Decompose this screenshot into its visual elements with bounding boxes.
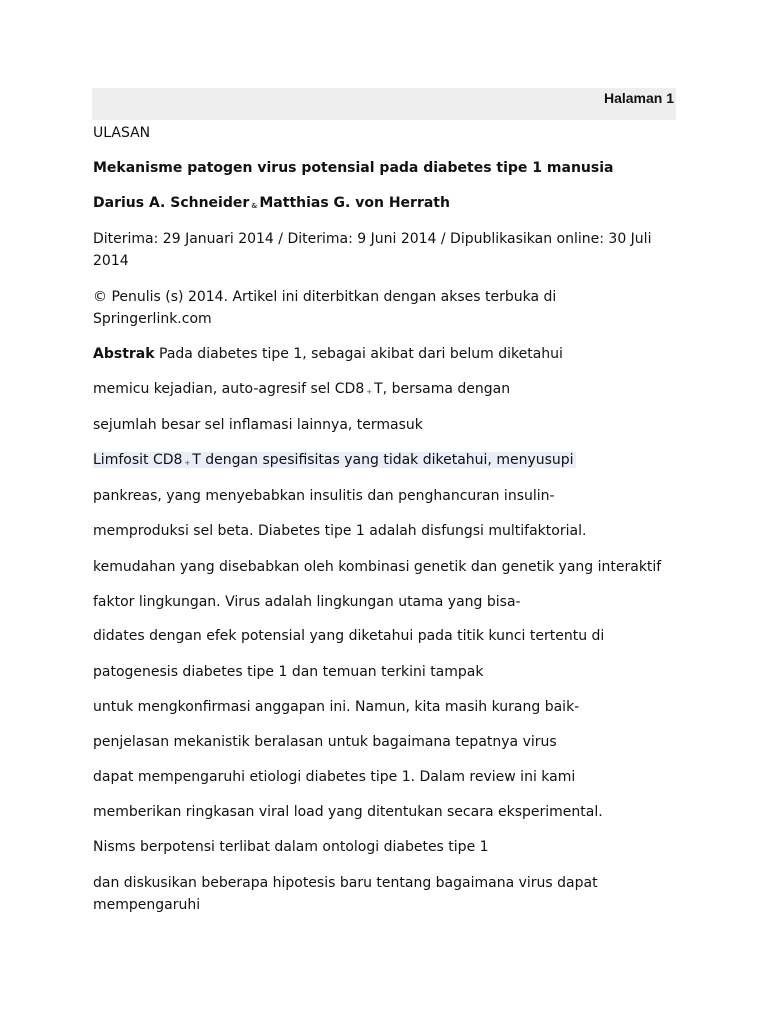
abstract-line: penjelasan mekanistik beralasan untuk bagaimana tepatnya virus (93, 734, 557, 750)
abstract-line: patogenesis diabetes tipe 1 dan temuan terkini tampak (93, 664, 484, 680)
abstract-label: Abstrak (93, 346, 155, 362)
abstract-line: memproduksi sel beta. Diabetes tipe 1 adalah disfungsi multifaktorial. (93, 523, 587, 539)
page-header-bar (92, 88, 676, 120)
superscript-plus: + (366, 388, 373, 396)
abstract-line (93, 343, 563, 365)
author-name: Matthias G. von Herrath (259, 195, 450, 211)
abstract-line: pankreas, yang menyebabkan insulitis dan penghancuran insulin- (93, 488, 555, 504)
article-dates: Diterima: 29 Januari 2014 / Diterima: 9 Juni 2014 / Dipublikasikan online: 30 Juli 2014 (93, 231, 652, 269)
abstract-text: T dengan spesifisitas yang tidak diketahui, menyusupi (192, 452, 574, 468)
text-highlight (93, 452, 576, 468)
abstract-line: kemudahan yang disebabkan oleh kombinasi genetik dan genetik yang interaktif (93, 559, 662, 575)
abstract-text: memicu kejadian, auto-agresif sel CD8 (93, 381, 365, 397)
abstract-text: T, bersama dengan (374, 381, 511, 397)
article-title: Mekanisme patogen virus potensial pada diabetes tipe 1 manusia (93, 160, 614, 176)
abstract-line: untuk mengkonfirmasi anggapan ini. Namun, kita masih kurang baik- (93, 699, 580, 715)
article-category: ULASAN (93, 125, 151, 141)
abstract-line: didates dengan efek potensial yang diketahui pada titik kunci tertentu di (93, 628, 605, 644)
abstract-line: dan diskusikan beberapa hipotesis baru tentang bagaimana virus dapat mempengaruhi (93, 875, 598, 913)
author-name: Darius A. Schneider (93, 195, 250, 211)
abstract-line: sejumlah besar sel inflamasi lainnya, termasuk (93, 417, 423, 433)
page-number: Halaman 1 (603, 90, 674, 106)
abstract-line: dapat mempengaruhi etiologi diabetes tipe 1. Dalam review ini kami (93, 769, 576, 785)
abstract-line (93, 378, 510, 402)
abstract-line-highlighted (93, 449, 576, 473)
article-copyright: © Penulis (s) 2014. Artikel ini diterbitkan dengan akses terbuka di Springerlink.com (93, 289, 557, 327)
abstract-text: Pada diabetes tipe 1, sebagai akibat dari belum diketahui (159, 346, 563, 362)
author-separator: & (251, 202, 258, 210)
abstract-line: Nisms berpotensi terlibat dalam ontologi diabetes tipe 1 (93, 839, 489, 855)
abstract-line: memberikan ringkasan viral load yang ditentukan secara eksperimental. (93, 804, 603, 820)
superscript-plus: + (184, 459, 191, 467)
abstract-text: Limfosit CD8 (93, 452, 183, 468)
article-authors (93, 192, 450, 216)
abstract-line: faktor lingkungan. Virus adalah lingkungan utama yang bisa- (93, 594, 521, 610)
